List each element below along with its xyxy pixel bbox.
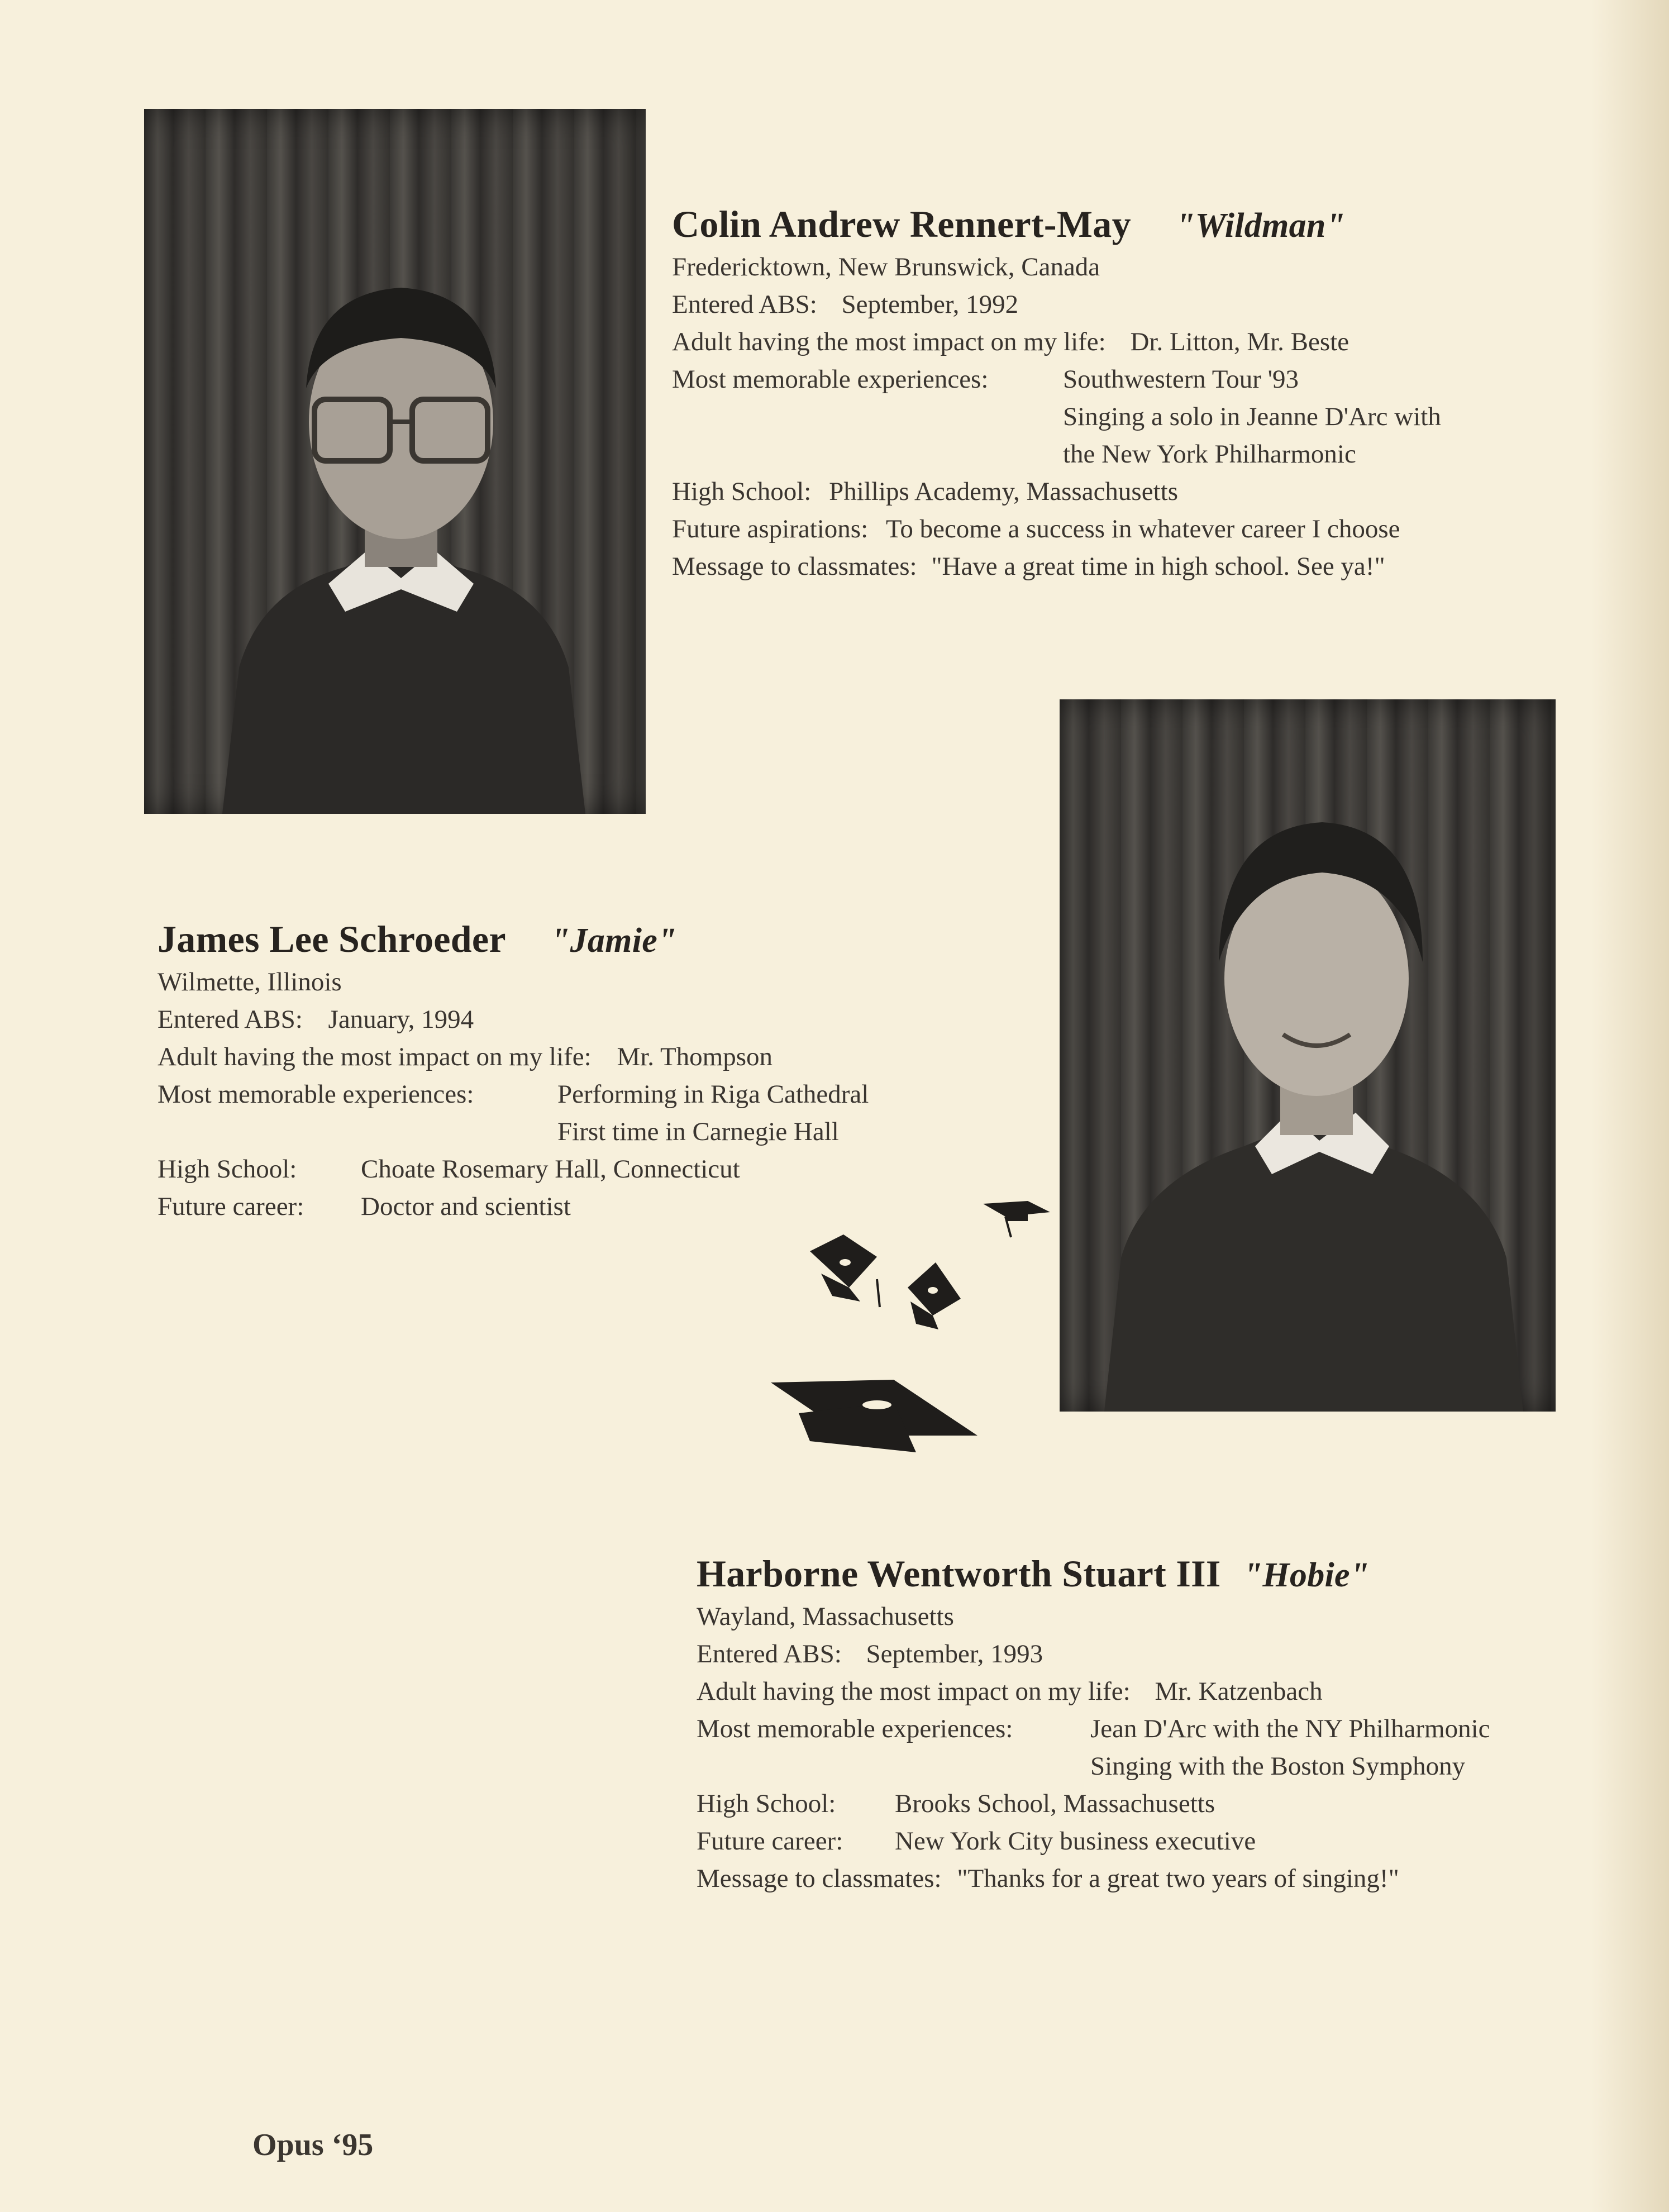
high-school-label: High School:	[158, 1155, 297, 1184]
memorable-row-2	[672, 398, 1441, 436]
message-label: Message to classmates:	[697, 1864, 942, 1893]
message-row	[672, 548, 1441, 585]
adult-impact-row	[158, 1038, 839, 1076]
message-row	[697, 1860, 1465, 1898]
graduation-caps-illustration	[765, 1190, 1078, 1486]
hometown: Wayland, Massachusetts	[697, 1602, 954, 1631]
message-value: "Thanks for a great two years of singing!"	[957, 1864, 1399, 1893]
high-school-label: High School:	[672, 477, 812, 506]
career-row	[697, 1823, 1465, 1860]
student-entry-james	[158, 917, 869, 1226]
page-edge-shadow	[1591, 0, 1669, 2212]
aspirations-value: To become a success in whatever career I choose	[885, 514, 1400, 544]
adult-label: Adult having the most impact on my life:	[158, 1042, 592, 1071]
entered-value: January, 1994	[328, 1005, 474, 1034]
memorable-item: Singing a solo in Jeanne D'Arc with	[1063, 402, 1441, 431]
entered-value: September, 1992	[841, 290, 1019, 319]
high-school-row	[158, 1151, 839, 1188]
memorable-label: Most memorable experiences:	[158, 1080, 474, 1109]
memorable-item: Southwestern Tour '93	[1063, 365, 1299, 394]
memorable-item: Jean D'Arc with the NY Philharmonic	[1090, 1714, 1490, 1743]
student-name	[697, 1552, 1465, 1596]
hometown: Fredericktown, New Brunswick, Canada	[672, 252, 1100, 282]
adult-value: Dr. Litton, Mr. Beste	[1130, 327, 1349, 356]
entered-label: Entered ABS:	[697, 1639, 842, 1668]
student-entry-harborne	[697, 1552, 1490, 1898]
memorable-label: Most memorable experiences:	[697, 1714, 1013, 1743]
portrait-photo-colin	[144, 109, 646, 814]
high-school-row	[697, 1785, 1465, 1823]
entered-label: Entered ABS:	[158, 1005, 303, 1034]
memorable-row-2	[697, 1748, 1465, 1785]
adult-impact-row	[672, 323, 1441, 361]
aspirations-row	[672, 511, 1441, 548]
memorable-row-2	[158, 1113, 839, 1151]
student-name	[158, 917, 839, 961]
memorable-row	[697, 1710, 1490, 1748]
career-value: New York City business executive	[895, 1827, 1256, 1856]
message-label: Message to classmates:	[672, 552, 917, 581]
student-name-text: Harborne Wentworth Stuart III	[697, 1552, 1221, 1595]
aspirations-label: Future aspirations:	[672, 514, 869, 544]
high-school-label: High School:	[697, 1789, 836, 1818]
high-school-value: Choate Rosemary Hall, Connecticut	[361, 1155, 740, 1184]
memorable-row-3	[672, 436, 1441, 473]
entered-abs-row	[672, 286, 1441, 323]
adult-label: Adult having the most impact on my life:	[672, 327, 1106, 356]
memorable-item: the New York Philharmonic	[1063, 440, 1356, 469]
student-entry-colin	[672, 202, 1441, 585]
memorable-label: Most memorable experiences:	[672, 365, 989, 394]
adult-value: Mr. Katzenbach	[1155, 1677, 1323, 1706]
student-nickname: "Wildman"	[1175, 207, 1346, 245]
high-school-value: Phillips Academy, Massachusetts	[829, 477, 1178, 506]
student-nickname: "Jamie"	[550, 922, 677, 960]
entered-abs-row	[158, 1001, 839, 1038]
adult-value: Mr. Thompson	[617, 1042, 773, 1071]
adult-impact-row	[697, 1673, 1465, 1710]
memorable-row	[158, 1076, 869, 1113]
entered-value: September, 1993	[866, 1639, 1043, 1668]
hometown: Wilmette, Illinois	[158, 967, 342, 997]
student-nickname: "Hobie"	[1243, 1556, 1370, 1594]
career-label: Future career:	[697, 1827, 843, 1856]
student-name-text: Colin Andrew Rennert-May	[672, 203, 1131, 245]
page-footer: Opus ‘95	[252, 2128, 374, 2162]
entered-label: Entered ABS:	[672, 290, 817, 319]
student-name-text: James Lee Schroeder	[158, 918, 506, 960]
entered-abs-row	[697, 1636, 1465, 1673]
portrait-photo-harborne	[1060, 699, 1556, 1412]
career-label: Future career:	[158, 1192, 304, 1221]
career-value: Doctor and scientist	[361, 1192, 571, 1221]
career-row	[158, 1188, 839, 1226]
message-value: "Have a great time in high school. See ya!"	[931, 552, 1385, 581]
high-school-value: Brooks School, Massachusetts	[895, 1789, 1215, 1818]
high-school-row	[672, 473, 1441, 511]
memorable-item: First time in Carnegie Hall	[557, 1117, 839, 1146]
graduation-cap-icon	[983, 1201, 1050, 1217]
memorable-row	[672, 361, 1441, 398]
student-name	[672, 202, 1441, 246]
memorable-item: Singing with the Boston Symphony	[1090, 1752, 1466, 1781]
adult-label: Adult having the most impact on my life:	[697, 1677, 1131, 1706]
memorable-item: Performing in Riga Cathedral	[557, 1080, 869, 1109]
